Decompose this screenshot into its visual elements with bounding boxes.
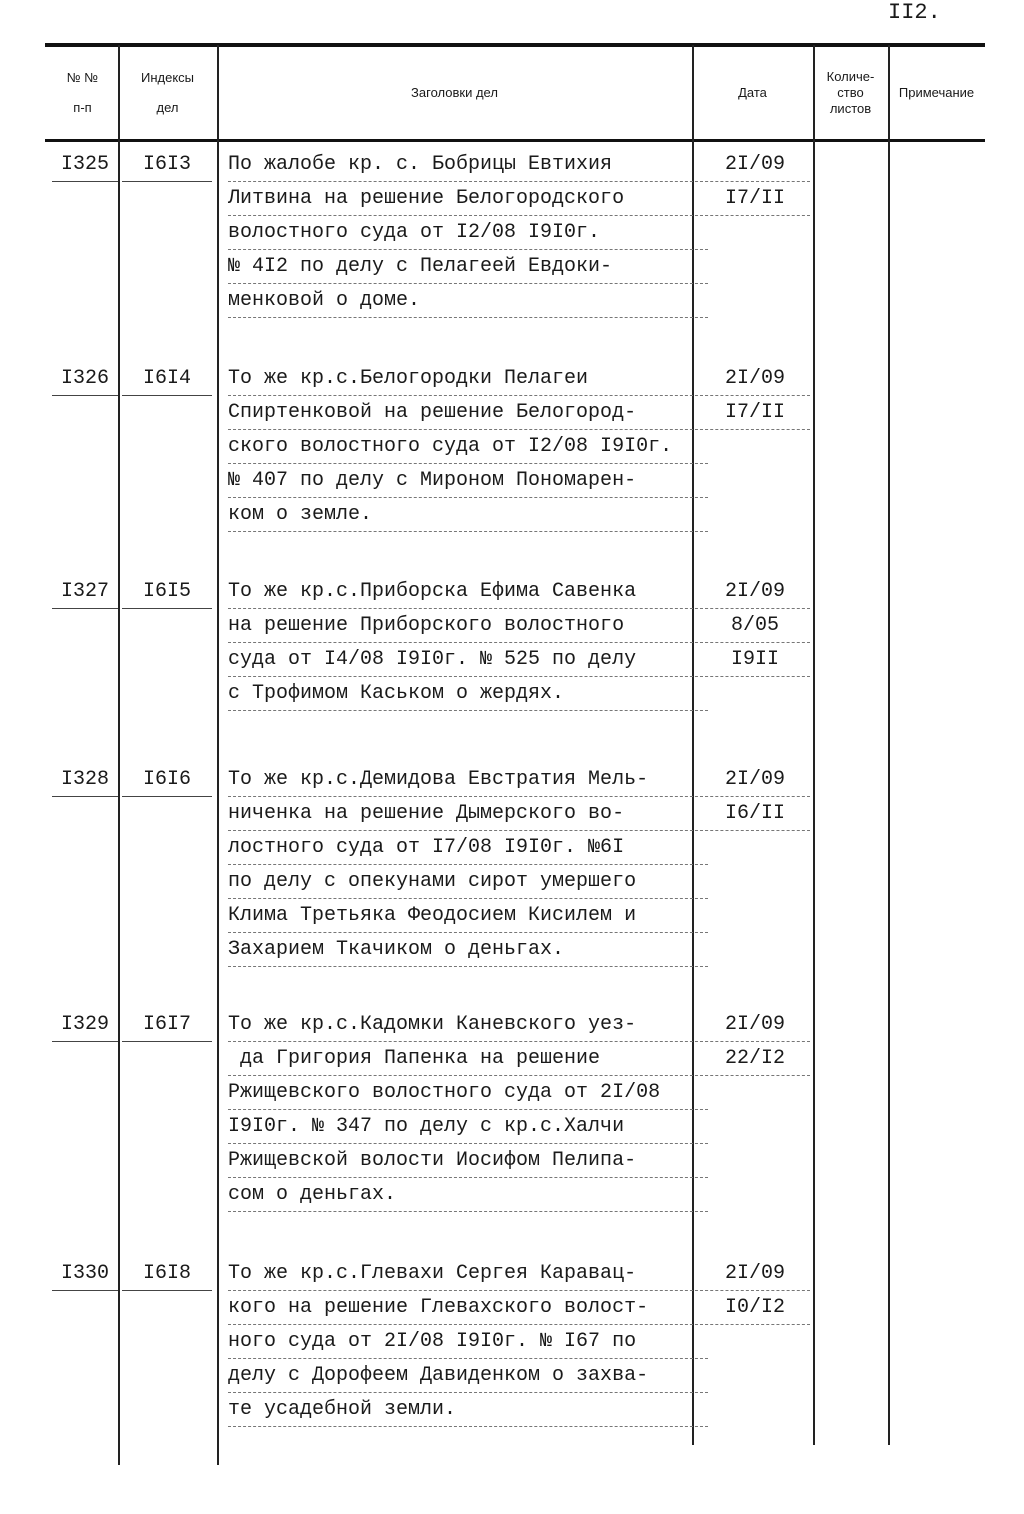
header-note: Примечание — [898, 84, 975, 100]
entry-index: I6I3 — [122, 148, 212, 182]
entry-title — [228, 362, 708, 532]
entry-title — [228, 763, 708, 967]
title-line: да Григория Папенка на решение — [228, 1042, 708, 1076]
title-line: с Трофимом Каськом о жердях. — [228, 677, 708, 711]
column-divider — [217, 45, 219, 1465]
title-line: на решение Приборского волостного — [228, 609, 708, 643]
title-line: № 4I2 по делу с Пелагеей Евдоки- — [228, 250, 708, 284]
entry-number: I327 — [52, 575, 118, 609]
header-date: Дата — [738, 84, 767, 100]
entry-dates — [700, 1257, 810, 1325]
entry-dates — [700, 763, 810, 831]
title-line: суда от I4/08 I9I0г. № 525 по делу — [228, 643, 708, 677]
entry-dates — [700, 148, 810, 216]
title-line: ного суда от 2I/08 I9I0г. № I67 по — [228, 1325, 708, 1359]
header-index: Индексы дел — [140, 69, 194, 115]
entry-title — [228, 1008, 708, 1212]
entry-number: I326 — [52, 362, 118, 396]
date-line: I9II — [700, 643, 810, 677]
title-line: I9I0г. № 347 по делу с кр.с.Халчи — [228, 1110, 708, 1144]
title-line: кого на решение Глевахского волост- — [228, 1291, 708, 1325]
title-line: ниченка на решение Дымерского во- — [228, 797, 708, 831]
title-line: делу с Дорофеем Давиденком о захва- — [228, 1359, 708, 1393]
title-line: Клима Третьяка Феодосием Кисилем и — [228, 899, 708, 933]
title-line: То же кр.с.Белогородки Пелагеи — [228, 362, 708, 396]
entry-dates — [700, 1008, 810, 1076]
column-divider — [118, 45, 120, 1465]
date-line: 8/05 — [700, 609, 810, 643]
title-line: сом о деньгах. — [228, 1178, 708, 1212]
entry-title — [228, 148, 708, 318]
column-divider — [813, 45, 815, 1445]
entry-index: I6I6 — [122, 763, 212, 797]
title-line: ком о земле. — [228, 498, 708, 532]
date-line: 2I/09 — [700, 575, 810, 609]
date-line: I6/II — [700, 797, 810, 831]
date-line: I0/I2 — [700, 1291, 810, 1325]
title-line: Ржищевской волости Иосифом Пелипа- — [228, 1144, 708, 1178]
title-line: Спиртенковой на решение Белогород- — [228, 396, 708, 430]
title-line: Ржищевского волостного суда от 2I/08 — [228, 1076, 708, 1110]
date-line: 2I/09 — [700, 1008, 810, 1042]
entry-index: I6I8 — [122, 1257, 212, 1291]
page-number: II2. — [888, 0, 941, 25]
column-divider — [888, 45, 890, 1445]
title-line: Захарием Ткачиком о деньгах. — [228, 933, 708, 967]
date-line: 2I/09 — [700, 148, 810, 182]
header-title: Заголовки дел — [411, 84, 498, 100]
date-line: 22/I2 — [700, 1042, 810, 1076]
entry-index: I6I5 — [122, 575, 212, 609]
title-line: То же кр.с.Кадомки Каневского уез- — [228, 1008, 708, 1042]
title-line: волостного суда от I2/08 I9I0г. — [228, 216, 708, 250]
entry-number: I330 — [52, 1257, 118, 1291]
entry-number: I328 — [52, 763, 118, 797]
title-line: те усадебной земли. — [228, 1393, 708, 1427]
date-line: I7/II — [700, 396, 810, 430]
date-line: I7/II — [700, 182, 810, 216]
title-line: ского волостного суда от I2/08 I9I0г. — [228, 430, 708, 464]
title-line: То же кр.с.Демидова Евстратия Мель- — [228, 763, 708, 797]
entry-dates — [700, 362, 810, 430]
title-line: Литвина на решение Белогородского — [228, 182, 708, 216]
entry-title — [228, 1257, 708, 1427]
entry-number: I329 — [52, 1008, 118, 1042]
date-line: 2I/09 — [700, 1257, 810, 1291]
entry-title — [228, 575, 708, 711]
title-line: То же кр.с.Глевахи Сергея Каравац- — [228, 1257, 708, 1291]
header-count: Количе- ство листов — [826, 68, 875, 116]
title-line: № 407 по делу с Мироном Пономарен- — [228, 464, 708, 498]
entry-index: I6I4 — [122, 362, 212, 396]
entry-number: I325 — [52, 148, 118, 182]
title-line: лостного суда от I7/08 I9I0г. №6I — [228, 831, 708, 865]
header-num: № № п-п — [66, 69, 99, 115]
date-line: 2I/09 — [700, 763, 810, 797]
title-line: по делу с опекунами сирот умершего — [228, 865, 708, 899]
title-line: То же кр.с.Приборска Ефима Савенка — [228, 575, 708, 609]
entry-index: I6I7 — [122, 1008, 212, 1042]
title-line: По жалобе кр. с. Бобрицы Евтихия — [228, 148, 708, 182]
date-line: 2I/09 — [700, 362, 810, 396]
title-line: менковой о доме. — [228, 284, 708, 318]
entry-dates — [700, 575, 810, 677]
